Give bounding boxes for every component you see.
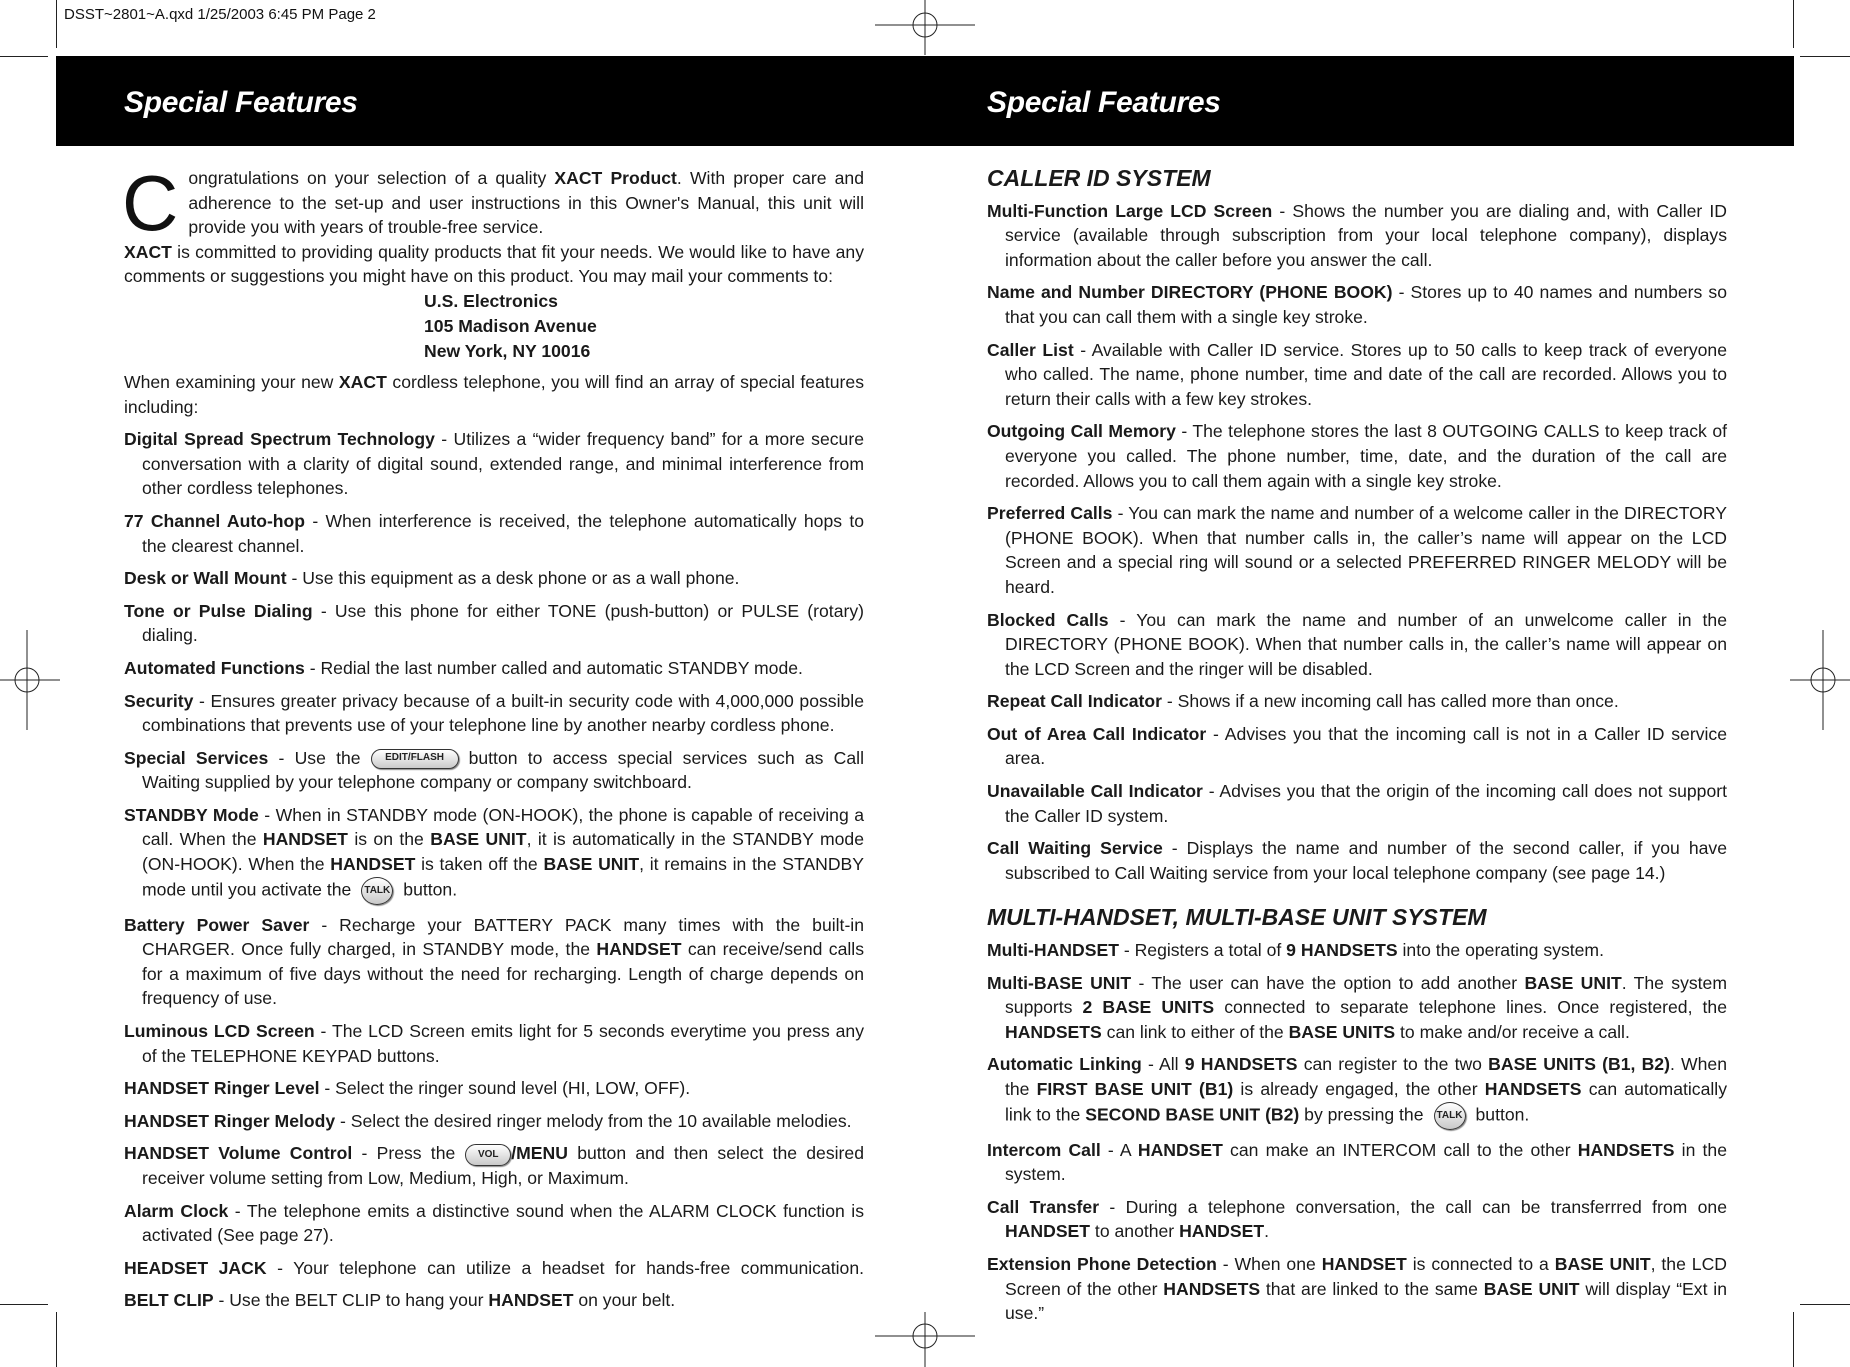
feature-item <box>124 803 864 905</box>
feature-title: Out of Area Call Indicator <box>987 723 1207 744</box>
feature-item <box>124 599 864 648</box>
feature-item <box>987 836 1727 885</box>
feature-title: Desk or Wall Mount <box>124 568 287 589</box>
brand-name: XACT <box>124 241 172 262</box>
term: SECOND BASE UNIT (B2) <box>1085 1104 1300 1125</box>
left-column <box>122 159 865 1313</box>
term: HANDSET <box>596 939 682 960</box>
examine-text: cordless telephone, you will find an array of special features including: <box>124 371 864 417</box>
commitment-paragraph <box>124 240 864 289</box>
crop-mark-bottom-right-v <box>1793 1312 1794 1367</box>
section-heading-caller-id: CALLER ID SYSTEM <box>987 165 1211 191</box>
feature-desc: to another <box>1090 1221 1180 1242</box>
term: BASE UNITS (B1, B2) <box>1488 1054 1670 1075</box>
feature-title: HANDSET Volume Control <box>124 1143 353 1164</box>
feature-desc: - Displays the name and number of the second caller, if you have subscribed to Call Waiting service from your local telephone company (see page 14.) <box>1005 838 1727 883</box>
feature-desc: - Utilizes a “wider frequency band” for a more secure conversation with a clarity of digital sound, extended range, and minimal interference from other cordless telephones. <box>142 429 864 499</box>
feature-item <box>124 913 864 1011</box>
feature-title: Battery Power Saver <box>124 914 310 935</box>
feature-title: Repeat Call Indicator <box>987 691 1163 712</box>
feature-title: Name and Number DIRECTORY (PHONE BOOK) <box>987 282 1393 303</box>
term: BASE UNIT <box>1483 1278 1580 1299</box>
term: HANDSET <box>488 1290 574 1311</box>
feature-desc: - The telephone emits a distinctive sound when the ALARM CLOCK function is activated (See page 27). <box>142 1200 864 1246</box>
file-slug: DSST~2801~A.qxd 1/25/2003 6:45 PM Page 2 <box>64 6 376 23</box>
feature-item <box>124 509 864 558</box>
term: HANDSET <box>262 829 348 850</box>
feature-title: Blocked Calls <box>987 609 1109 630</box>
term: HANDSET <box>1321 1253 1407 1274</box>
feature-item <box>987 1052 1727 1129</box>
feature-title: Intercom Call <box>987 1139 1101 1160</box>
feature-item <box>124 427 864 501</box>
talk-button-icon: TALK <box>1434 1102 1466 1130</box>
feature-title: Security <box>124 690 194 711</box>
feature-item <box>124 689 864 738</box>
crop-mark-bottom-left-h <box>0 1304 48 1305</box>
feature-item <box>987 280 1727 329</box>
feature-desc: - Select the ringer sound level (HI, LOW, OFF). <box>319 1078 691 1099</box>
feature-desc: - Registers a total of <box>1118 940 1287 961</box>
feature-desc: - Ensures greater privacy because of a built-in security code with 4,000,000 possible combinations that prevents use of your telephone line by another nearby cordless phone. <box>142 690 864 736</box>
feature-title: STANDBY Mode <box>124 804 259 825</box>
address-line: U.S. Electronics <box>424 290 558 311</box>
right-column <box>987 166 1727 1326</box>
term: BASE UNIT <box>1524 972 1622 993</box>
feature-desc: - Available with Caller ID service. Stores up to 50 calls to keep track of everyone who called. The name, phone number, time and date of the call are recorded. Allows you to return their calls with a few key strokes. <box>1005 339 1727 409</box>
feature-title: Extension Phone Detection <box>987 1253 1217 1274</box>
feature-desc: can receive/send calls for a maximum of five days without the need for recharging. Length of charge depends on frequency of use. <box>142 939 864 1009</box>
crop-mark-top-right-v <box>1793 0 1794 48</box>
feature-desc: . <box>1264 1221 1269 1242</box>
feature-item <box>987 1252 1727 1326</box>
feature-title: BELT CLIP <box>124 1290 214 1311</box>
feature-title: HEADSET JACK <box>124 1257 267 1278</box>
intro-text: ongratulations on your selection of a quality <box>188 168 555 188</box>
feature-desc: - Press the <box>352 1143 456 1164</box>
term: HANDSETS <box>1005 1021 1102 1042</box>
registration-mark-bottom <box>875 1312 975 1367</box>
term: BASE UNIT <box>543 854 640 875</box>
term: FIRST BASE UNIT (B1) <box>1036 1079 1234 1099</box>
feature-desc: connected to separate telephone lines. Once registered, the <box>1214 997 1727 1018</box>
feature-title: HANDSET Ringer Level <box>124 1078 320 1099</box>
feature-desc: , it remains in the STANDBY mode until you activate the <box>142 854 865 900</box>
feature-item <box>987 199 1727 273</box>
feature-title: Alarm Clock <box>124 1200 229 1221</box>
term: BASE UNIT <box>430 829 527 850</box>
mailing-address <box>424 289 864 364</box>
crop-mark-top-left-h <box>0 56 48 57</box>
term: HANDSET <box>1005 1221 1091 1242</box>
feature-desc: button. <box>1475 1104 1530 1125</box>
brand-name: XACT Product <box>554 168 677 188</box>
feature-desc: - When in STANDBY mode (ON-HOOK), the phone is capable of receiving a call. When the <box>142 804 864 850</box>
intro-paragraph <box>122 159 864 247</box>
feature-desc: - Stores up to 40 names and numbers so that you can call them with a single key stroke. <box>1005 282 1727 327</box>
term: /MENU <box>511 1143 568 1164</box>
feature-desc: - All <box>1141 1054 1185 1075</box>
feature-title: Digital Spread Spectrum Technology <box>124 429 435 450</box>
feature-desc: button to access special services such as Call Waiting supplied by your telephone company or company switchboard. <box>142 747 864 793</box>
feature-desc: button and then select the desired receiver volume setting from Low, Medium, High, or Maximum. <box>142 1143 864 1188</box>
feature-desc: is on the <box>347 829 431 850</box>
feature-title: Call Waiting Service <box>987 838 1163 859</box>
drop-cap: C <box>122 159 179 247</box>
feature-title: Preferred Calls <box>987 503 1113 524</box>
feature-desc: , it is automatically in the STANDBY mode (ON-HOOK). When the <box>142 829 864 875</box>
feature-desc: - Redial the last number called and automatic STANDBY mode. <box>304 657 803 678</box>
feature-desc: - The telephone stores the last 8 OUTGOING CALLS to keep track of everyone you called. The phone number, time, date, and the duration of the call are recorded. Allows you to call them again with a single key stroke. <box>1005 421 1727 491</box>
address-line: 105 Madison Avenue <box>424 315 597 336</box>
feature-desc: can automatically link to the <box>1005 1079 1727 1125</box>
feature-item <box>124 1199 864 1248</box>
feature-item <box>124 1141 864 1190</box>
registration-mark-left <box>0 630 60 730</box>
feature-desc: - Advises you that the incoming call is not in a Caller ID service area. <box>1005 723 1727 769</box>
feature-title: Automatic Linking <box>987 1054 1142 1075</box>
feature-title: Multi-HANDSET <box>987 940 1119 961</box>
feature-item <box>124 566 864 591</box>
term: HANDSETS <box>1163 1278 1261 1299</box>
feature-desc: - Use the <box>268 747 361 768</box>
term: HANDSETS <box>1577 1139 1675 1160</box>
feature-item <box>124 1256 864 1281</box>
commitment-text: is committed to providing quality products that fit your needs. We would like to have any comments or suggestions you might have on this product. You may mail your comments to: <box>124 241 864 287</box>
examine-paragraph <box>124 370 864 419</box>
feature-desc: - Use this equipment as a desk phone or as a wall phone. <box>286 568 740 589</box>
feature-desc: - You can mark the name and number of an unwelcome caller in the DIRECTORY (PHONE BOOK). When that number calls in, the caller’s name will appear on the LCD Screen and the ringer will be disabled. <box>1005 609 1727 679</box>
feature-desc: , the LCD Screen of the other <box>1005 1253 1727 1299</box>
term: HANDSETS <box>1484 1079 1582 1099</box>
feature-desc: - Shows if a new incoming call has called more than once. <box>1162 691 1619 712</box>
term: BASE UNITS <box>1288 1021 1396 1042</box>
feature-desc: - Use the BELT CLIP to hang your <box>213 1290 489 1311</box>
feature-desc: . The system supports <box>1005 972 1727 1018</box>
feature-item <box>987 608 1727 682</box>
feature-item <box>124 746 864 795</box>
feature-title: Caller List <box>987 339 1074 360</box>
feature-desc: - The LCD Screen emits light for 5 seconds everytime you press any of the TELEPHONE KEYPAD buttons. <box>142 1021 865 1066</box>
term: HANDSET <box>1179 1221 1265 1242</box>
feature-title: Tone or Pulse Dialing <box>124 600 313 621</box>
term: HANDSET <box>1137 1139 1223 1160</box>
feature-title: Unavailable Call Indicator <box>987 781 1203 802</box>
term: 9 HANDSETS <box>1184 1054 1298 1075</box>
feature-item <box>124 1019 864 1068</box>
feature-title: Outgoing Call Memory <box>987 421 1176 442</box>
examine-text: When examining your new <box>124 371 339 392</box>
feature-desc: . When the <box>1005 1054 1728 1099</box>
feature-desc: will display “Ext in use.” <box>1005 1278 1727 1324</box>
feature-desc: - Shows the number you are dialing and, with Caller ID service (available through subscription from your local telephone company), displays information about the caller before you answer the call. <box>1005 200 1727 270</box>
crop-mark-bottom-right-h <box>1800 1304 1850 1305</box>
feature-desc: that are linked to the same <box>1260 1278 1484 1299</box>
feature-desc: button. <box>403 879 458 900</box>
feature-desc: - Select the desired ringer melody from the 10 available melodies. <box>335 1110 852 1131</box>
feature-item <box>987 722 1727 771</box>
feature-item <box>124 656 864 681</box>
talk-button-icon: TALK <box>361 877 393 905</box>
feature-desc: in the system. <box>1005 1139 1727 1185</box>
crop-mark-top-left-v <box>56 0 57 48</box>
feature-desc: is already engaged, the other <box>1233 1079 1485 1099</box>
feature-desc: - Use this phone for either TONE (push-button) or PULSE (rotary) dialing. <box>142 600 864 646</box>
term: 9 HANDSETS <box>1286 940 1398 961</box>
feature-desc: - Your telephone can utilize a headset for hands-free communication. <box>266 1257 865 1278</box>
feature-item <box>987 1195 1727 1244</box>
feature-title: HANDSET Ringer Melody <box>124 1110 336 1131</box>
feature-item <box>124 1109 864 1134</box>
crop-mark-top-right-h <box>1800 56 1850 57</box>
feature-desc: on your belt. <box>573 1290 676 1311</box>
term: 2 BASE UNITS <box>1082 997 1215 1018</box>
feature-title: Luminous LCD Screen <box>124 1021 315 1042</box>
feature-item <box>987 419 1727 493</box>
feature-item <box>987 689 1727 714</box>
feature-desc: can make an INTERCOM call to the other <box>1222 1139 1578 1160</box>
feature-desc: - Recharge your BATTERY PACK many times with the built-in CHARGER. Once fully charged, in STANDBY mode, the <box>142 914 865 960</box>
feature-title: Special Services <box>124 747 269 768</box>
feature-item <box>987 338 1727 412</box>
intro-text: . With proper care and adherence to the set-up and user instructions in this Owner's Manual, this unit will provide you with years of trouble-free service. <box>188 168 864 238</box>
feature-title: Multi-BASE UNIT <box>987 972 1132 993</box>
feature-item <box>987 501 1727 599</box>
crop-mark-bottom-left-v <box>56 1312 57 1367</box>
feature-desc: - When one <box>1216 1253 1322 1274</box>
feature-desc: - The user can have the option to add another <box>1131 972 1525 993</box>
feature-desc: can link to either of the <box>1101 1021 1289 1042</box>
feature-desc: by pressing the <box>1299 1104 1424 1125</box>
vol-button-icon: VOL <box>465 1144 511 1166</box>
feature-desc: into the operating system. <box>1397 940 1604 961</box>
feature-desc: is connected to a <box>1406 1253 1555 1274</box>
feature-title: Multi-Function Large LCD Screen <box>987 200 1273 221</box>
right-page-title: Special Features <box>987 86 1221 119</box>
term: HANDSET <box>330 854 416 875</box>
feature-desc: - During a telephone conversation, the call can be transferrred from one <box>1099 1196 1727 1217</box>
feature-desc: - Advises you that the origin of the incoming call does not support the Caller ID system. <box>1005 781 1727 826</box>
feature-item <box>987 1138 1727 1187</box>
feature-desc: is taken off the <box>415 854 544 875</box>
feature-title: Automated Functions <box>124 657 305 678</box>
term: BASE UNIT <box>1554 1253 1651 1274</box>
feature-title: 77 Channel Auto-hop <box>124 510 306 531</box>
address-line: New York, NY 10016 <box>424 340 591 361</box>
feature-item <box>987 971 1727 1045</box>
registration-mark-right <box>1790 630 1850 730</box>
section-heading-multi-handset: MULTI-HANDSET, MULTI-BASE UNIT SYSTEM <box>987 904 1487 931</box>
brand-name: XACT <box>338 371 387 392</box>
registration-mark-top <box>875 0 975 60</box>
feature-desc: can register to the two <box>1297 1054 1489 1075</box>
left-page-title: Special Features <box>124 86 358 119</box>
edit-flash-button-icon: EDIT/FLASH <box>371 749 459 769</box>
feature-desc: - A <box>1100 1139 1138 1160</box>
feature-item <box>987 779 1727 828</box>
feature-item <box>124 1288 864 1313</box>
feature-title: Call Transfer <box>987 1196 1100 1217</box>
feature-item <box>124 1076 864 1101</box>
feature-item <box>987 938 1727 963</box>
feature-desc: - When interference is received, the telephone automatically hops to the clearest channel. <box>142 510 864 556</box>
feature-desc: to make and/or receive a call. <box>1395 1021 1630 1042</box>
feature-desc: - You can mark the name and number of a welcome caller in the DIRECTORY (PHONE BOOK). When that number calls in, the caller’s name will appear on the LCD Screen and a special ring will sound or a selected PREFERRED RINGER MELODY will be heard. <box>1005 503 1727 597</box>
